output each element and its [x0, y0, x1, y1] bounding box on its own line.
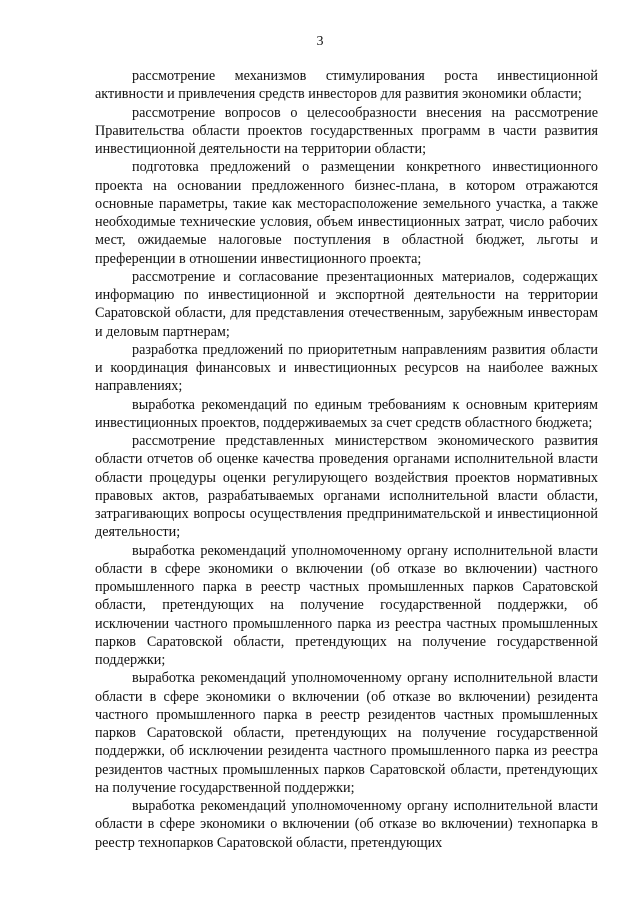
paragraph: рассмотрение представленных министерством экономического развития области отчетов об оценке качества проведения органами исполнительной власти области процедуры оценки регулирующего воздействия проектов нормативных правовых актов, разрабатываемых органами исполнительной власти области, затрагивающих вопросы осуществления предпринимательской и инвестиционной деятельности;: [95, 433, 598, 541]
paragraph: рассмотрение механизмов стимулирования роста инвестиционной активности и привлечения средств инвесторов для развития экономики области;: [95, 68, 598, 103]
document-body: [95, 67, 598, 852]
paragraph: подготовка предложений о размещении конкретного инвестиционного проекта на основании предложенного бизнес-плана, в котором отражаются основные параметры, такие как месторасположение земельного участка, а также необходимые технические условия, объем инвестиционных затрат, число рабочих мест, ожидаемые налоговые поступления в областной бюджет, льготы и преференции в отношении инвестиционного проекта;: [95, 159, 598, 267]
paragraph: выработка рекомендаций по единым требованиям к основным критериям инвестиционных проектов, поддерживаемых за счет средств областного бюджета;: [95, 396, 598, 431]
page-number: 3: [316, 34, 324, 49]
paragraph: выработка рекомендаций уполномоченному органу исполнительной власти области в сфере экономики о включении (об отказе во включении) технопарка в реестр технопарков Саратовской области, претендующих: [95, 798, 598, 851]
paragraph: рассмотрение и согласование презентационных материалов, содержащих информацию по инвестиционной и экспортной деятельности на территории Саратовской области, для представления отечественным, зарубежным инвесторам и деловым партнерам;: [95, 268, 598, 340]
paragraph: разработка предложений по приоритетным направлениям развития области и координация финансовых и инвестиционных ресурсов на наиболее важных направлениях;: [95, 341, 598, 395]
paragraph: рассмотрение вопросов о целесообразности внесения на рассмотрение Правительства области проектов государственных программ в части развития инвестиционной деятельности на территории области;: [95, 104, 598, 157]
paragraph: выработка рекомендаций уполномоченному органу исполнительной власти области в сфере экономики о включении (об отказе во включении) резидента частного промышленного парка в реестр резидентов частных промышленных парков Саратовской области, претендующих на получение государственной поддержки, об исключении резидента частного промышленного парка из реестра резидентов частных промышленных парков Саратовской области, претендующих на получение государственной поддержки;: [95, 670, 598, 796]
paragraph: выработка рекомендаций уполномоченному органу исполнительной власти области в сфере экономики о включении (об отказе во включении) частного промышленного парка в реестр частных промышленных парков Саратовской области, претендующих на получение государственной поддержки, об исключении частного промышленного парка из реестра частных промышленных парков Саратовской области, претендующих на получение государственной поддержки;: [95, 542, 598, 668]
